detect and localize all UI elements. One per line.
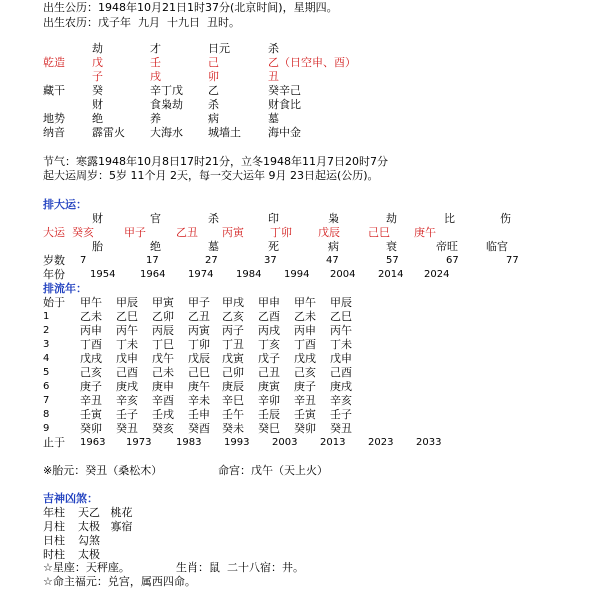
dayun-year: 2014 <box>378 269 404 280</box>
dayun-age: 67 <box>446 255 459 266</box>
liunian-cell: 乙卯 <box>152 310 174 323</box>
hidden-god: 食枭劫 <box>150 98 183 111</box>
liunian-heading: 排流年： <box>43 282 87 295</box>
liunian-cell: 丙戌 <box>258 324 280 337</box>
dayun-terrain: 绝 <box>150 240 161 253</box>
liunian-cell: 壬戌 <box>152 408 174 421</box>
shensha-label: 月柱 <box>43 520 65 533</box>
dayun-year: 2004 <box>330 269 356 280</box>
pillar-branch: 子 <box>92 70 103 83</box>
liunian-start: 甲辰 <box>330 296 352 309</box>
dayun-god: 印 <box>268 212 279 225</box>
dayun-terrain: 帝旺 <box>436 240 458 253</box>
dayun-god: 财 <box>92 212 103 225</box>
liunian-start: 甲午 <box>80 296 102 309</box>
hidden-stem: 癸辛己 <box>268 84 301 97</box>
liunian-cell: 戊申 <box>116 352 138 365</box>
pillar-stem: 己 <box>208 56 219 69</box>
dayun-age: 7 <box>80 255 87 266</box>
dayun-pillar: 戊辰 <box>318 226 340 239</box>
nayin: 大海水 <box>150 126 183 139</box>
liunian-row-number: 9 <box>43 423 50 434</box>
dayun-label: 大运 <box>43 226 65 239</box>
dayun-pillar: 癸亥 <box>72 226 94 239</box>
hidden-god: 财食比 <box>268 98 301 111</box>
liunian-row-number: 5 <box>43 367 50 378</box>
liunian-row-number: 2 <box>43 325 50 336</box>
birth-solar: 出生公历：1948年10月21日1时37分(北京时间)，星期四。 <box>43 1 338 14</box>
shensha-label: 时柱 <box>43 548 65 561</box>
liunian-cell: 乙巳 <box>330 310 352 323</box>
terrain: 病 <box>208 112 219 125</box>
birth-lunar: 出生农历：戊子年 九月 十九日 丑时。 <box>43 16 240 29</box>
liunian-cell: 乙亥 <box>222 310 244 323</box>
xingzuo: ☆星座：天秤座。 <box>43 561 130 574</box>
dayun-god: 枭 <box>328 212 339 225</box>
dayun-age: 47 <box>326 255 339 266</box>
liunian-cell: 庚申 <box>152 380 174 393</box>
dayun-terrain: 临官 <box>486 240 508 253</box>
liunian-start: 甲申 <box>258 296 280 309</box>
pillar-god: 劫 <box>92 42 103 55</box>
liunian-end: 2013 <box>320 437 346 448</box>
liunian-cell: 庚戌 <box>116 380 138 393</box>
liunian-cell: 丙子 <box>222 324 244 337</box>
shensha-text: 太极 <box>78 548 100 561</box>
nayin: 霹雷火 <box>92 126 125 139</box>
start-label: 始于 <box>43 296 65 309</box>
liunian-cell: 丁丑 <box>222 338 244 351</box>
liunian-cell: 乙未 <box>294 310 316 323</box>
age-label: 岁数 <box>43 254 65 267</box>
dayun-heading: 排大运： <box>43 198 87 211</box>
hidden-stem: 乙 <box>208 84 219 97</box>
dayun-god: 官 <box>150 212 161 225</box>
liunian-cell: 庚戌 <box>330 380 352 393</box>
dayun-pillar: 丁卯 <box>270 226 292 239</box>
liunian-start: 甲午 <box>294 296 316 309</box>
liunian-row-number: 6 <box>43 381 50 392</box>
liunian-cell: 戊午 <box>152 352 174 365</box>
dayun-year: 1964 <box>140 269 166 280</box>
liunian-cell: 庚寅 <box>258 380 280 393</box>
liunian-cell: 己卯 <box>222 366 244 379</box>
terrain: 绝 <box>92 112 103 125</box>
dayun-pillar: 乙丑 <box>176 226 198 239</box>
year-label: 年份 <box>43 268 65 281</box>
liunian-cell: 壬辰 <box>258 408 280 421</box>
dayun-terrain: 衰 <box>386 240 397 253</box>
dayun-age: 77 <box>506 255 519 266</box>
pillar-branch: 戌 <box>150 70 161 83</box>
jieqi-line: 节气：寒露1948年10月8日17时21分，立冬1948年11月7日20时7分 <box>43 155 388 168</box>
terrain: 养 <box>150 112 161 125</box>
shensha-label: 年柱 <box>43 506 65 519</box>
dayun-age: 37 <box>264 255 277 266</box>
liunian-cell: 壬寅 <box>80 408 102 421</box>
dayun-god: 杀 <box>208 212 219 225</box>
liunian-cell: 癸卯 <box>294 422 316 435</box>
shensha-label: 日柱 <box>43 534 65 547</box>
dayun-pillar: 丙寅 <box>222 226 244 239</box>
shensha-text: 天乙 桃花 <box>78 506 133 519</box>
liunian-cell: 己亥 <box>80 366 102 379</box>
shengxiao: 生肖：鼠 二十八宿：井。 <box>176 561 304 574</box>
dayun-terrain: 病 <box>328 240 339 253</box>
liunian-end: 1963 <box>80 437 106 448</box>
liunian-cell: 戊辰 <box>188 352 210 365</box>
liunian-cell: 乙酉 <box>258 310 280 323</box>
liunian-cell: 癸巳 <box>258 422 280 435</box>
liunian-cell: 丁未 <box>116 338 138 351</box>
nayin-label: 纳音 <box>43 126 65 139</box>
hidden-stem: 辛丁戊 <box>150 84 183 97</box>
liunian-cell: 癸酉 <box>188 422 210 435</box>
liunian-cell: 己亥 <box>294 366 316 379</box>
pillar-god: 日元 <box>208 42 230 55</box>
pillar-stem: 壬 <box>150 56 161 69</box>
liunian-start: 甲戌 <box>222 296 244 309</box>
hidden-god: 财 <box>92 98 103 111</box>
end-label: 止于 <box>43 436 65 449</box>
liunian-start: 甲寅 <box>152 296 174 309</box>
liunian-cell: 丙辰 <box>152 324 174 337</box>
minggong: 命宫：戊午（天上火） <box>218 464 328 477</box>
pillar-god: 杀 <box>268 42 279 55</box>
liunian-cell: 癸丑 <box>330 422 352 435</box>
liunian-cell: 癸丑 <box>116 422 138 435</box>
liunian-cell: 戊寅 <box>222 352 244 365</box>
dayun-god: 劫 <box>386 212 397 225</box>
liunian-start: 甲子 <box>188 296 210 309</box>
pillar-branch: 丑 <box>268 70 279 83</box>
dayun-pillar: 己巳 <box>368 226 390 239</box>
liunian-cell: 乙丑 <box>188 310 210 323</box>
liunian-row-number: 4 <box>43 353 50 364</box>
hidden-god: 杀 <box>208 98 219 111</box>
liunian-cell: 戊戌 <box>80 352 102 365</box>
liunian-row-number: 1 <box>43 311 50 322</box>
dayun-pillar: 甲子 <box>124 226 146 239</box>
liunian-cell: 庚子 <box>80 380 102 393</box>
liunian-cell: 丁亥 <box>258 338 280 351</box>
liunian-cell: 辛巳 <box>222 394 244 407</box>
dayun-god: 比 <box>444 212 455 225</box>
liunian-cell: 丙午 <box>330 324 352 337</box>
liunian-cell: 戊子 <box>258 352 280 365</box>
pillar-stem: 戊 <box>92 56 103 69</box>
liunian-cell: 戊申 <box>330 352 352 365</box>
liunian-end: 2033 <box>416 437 442 448</box>
liunian-end: 1973 <box>126 437 152 448</box>
liunian-row-number: 3 <box>43 339 50 350</box>
dayun-terrain: 胎 <box>92 240 103 253</box>
qian-label: 乾造 <box>43 56 65 69</box>
liunian-cell: 丁巳 <box>152 338 174 351</box>
liunian-cell: 癸亥 <box>152 422 174 435</box>
liunian-cell: 丁未 <box>330 338 352 351</box>
liunian-cell: 己丑 <box>258 366 280 379</box>
liunian-cell: 癸卯 <box>80 422 102 435</box>
shensha-text: 勾煞 <box>78 534 100 547</box>
nayin: 城墙土 <box>208 126 241 139</box>
pillar-god: 才 <box>150 42 161 55</box>
dayun-year: 1994 <box>284 269 310 280</box>
liunian-cell: 壬子 <box>330 408 352 421</box>
liunian-cell: 丁酉 <box>294 338 316 351</box>
liunian-cell: 丙寅 <box>188 324 210 337</box>
dayun-age: 57 <box>386 255 399 266</box>
liunian-cell: 己酉 <box>330 366 352 379</box>
hidden-label: 藏干 <box>43 84 65 97</box>
dayun-year: 1984 <box>236 269 262 280</box>
liunian-cell: 壬午 <box>222 408 244 421</box>
terrain: 墓 <box>268 112 279 125</box>
liunian-cell: 辛未 <box>188 394 210 407</box>
dayun-year: 1954 <box>90 269 116 280</box>
liunian-cell: 戊戌 <box>294 352 316 365</box>
dayun-terrain: 墓 <box>208 240 219 253</box>
liunian-cell: 辛酉 <box>152 394 174 407</box>
shensha-text: 太极 寡宿 <box>78 520 133 533</box>
liunian-cell: 辛卯 <box>258 394 280 407</box>
liunian-cell: 丁卯 <box>188 338 210 351</box>
liunian-start: 甲辰 <box>116 296 138 309</box>
liunian-cell: 辛亥 <box>116 394 138 407</box>
liunian-end: 1983 <box>176 437 202 448</box>
qiyun-line: 起大运周岁：5岁 11个月 2天，每一交大运年 9月 23日起运(公历)。 <box>43 169 379 182</box>
liunian-cell: 庚辰 <box>222 380 244 393</box>
liunian-cell: 庚子 <box>294 380 316 393</box>
mingzhu: ☆命主福元：兑宫，属西四命。 <box>43 575 196 588</box>
liunian-cell: 辛丑 <box>294 394 316 407</box>
dayun-age: 17 <box>146 255 159 266</box>
liunian-row-number: 8 <box>43 409 50 420</box>
hidden-stem: 癸 <box>92 84 103 97</box>
liunian-cell: 己酉 <box>116 366 138 379</box>
nayin: 海中金 <box>268 126 301 139</box>
dayun-pillar: 庚午 <box>414 226 436 239</box>
liunian-cell: 丙午 <box>116 324 138 337</box>
liunian-cell: 丙申 <box>80 324 102 337</box>
liunian-cell: 乙未 <box>80 310 102 323</box>
liunian-cell: 己巳 <box>188 366 210 379</box>
terrain-label: 地势 <box>43 112 65 125</box>
liunian-end: 2003 <box>272 437 298 448</box>
liunian-cell: 壬子 <box>116 408 138 421</box>
liunian-cell: 丙申 <box>294 324 316 337</box>
taiyuan: ※胎元：癸丑（桑松木） <box>43 464 163 477</box>
dayun-terrain: 死 <box>268 240 279 253</box>
liunian-cell: 壬申 <box>188 408 210 421</box>
shensha-heading: 吉神凶煞： <box>43 492 98 505</box>
liunian-cell: 辛丑 <box>80 394 102 407</box>
liunian-cell: 丁酉 <box>80 338 102 351</box>
liunian-cell: 己未 <box>152 366 174 379</box>
dayun-god: 伤 <box>500 212 511 225</box>
dayun-age: 27 <box>205 255 218 266</box>
pillar-stem: 乙（日空申、酉） <box>268 56 356 69</box>
liunian-cell: 辛亥 <box>330 394 352 407</box>
liunian-cell: 庚午 <box>188 380 210 393</box>
dayun-year: 1974 <box>188 269 214 280</box>
liunian-row-number: 7 <box>43 395 50 406</box>
liunian-cell: 壬寅 <box>294 408 316 421</box>
liunian-cell: 乙巳 <box>116 310 138 323</box>
liunian-cell: 癸未 <box>222 422 244 435</box>
liunian-end: 2023 <box>368 437 394 448</box>
dayun-year: 2024 <box>424 269 450 280</box>
pillar-branch: 卯 <box>208 70 219 83</box>
liunian-end: 1993 <box>224 437 250 448</box>
